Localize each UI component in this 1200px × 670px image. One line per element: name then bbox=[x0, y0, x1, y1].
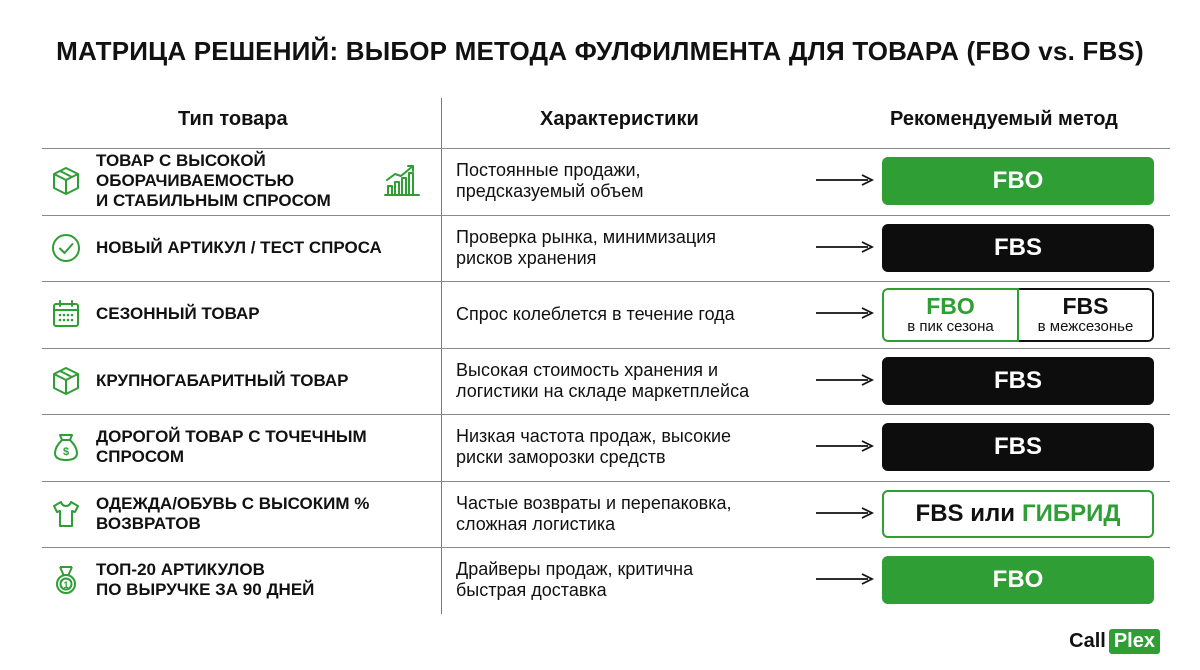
method-fbo-half bbox=[882, 288, 1019, 342]
method-badge bbox=[882, 490, 1154, 538]
logo-plex-text: Plex bbox=[1109, 629, 1160, 654]
product-type-label: ТОВАР С ВЫСОКОЙ ОБОРАЧИВАЕМОСТЬЮ И СТАБИЛЬНЫМ СПРОСОМ bbox=[96, 151, 331, 210]
table-row bbox=[0, 148, 1200, 214]
method-sublabel: в межсезонье bbox=[1037, 318, 1134, 335]
method-prefix: FBS или bbox=[915, 499, 1015, 527]
characteristics-text: Постоянные продажи, предсказуемый объем bbox=[456, 160, 644, 201]
product-type-label: ОДЕЖДА/ОБУВЬ С ВЫСОКИМ % ВОЗВРАТОВ bbox=[96, 493, 370, 533]
logo-call-text: Call bbox=[1069, 630, 1106, 652]
product-type-label: ДОРОГОЙ ТОВАР С ТОЧЕЧНЫМ СПРОСОМ bbox=[96, 427, 367, 466]
characteristics-text: Частые возвраты и перепаковка, сложная логистика bbox=[456, 492, 732, 534]
arrow-right-icon bbox=[816, 173, 876, 187]
box-icon bbox=[50, 365, 82, 397]
characteristics-text: Низкая частота продаж, высокие риски заморозки средств bbox=[456, 426, 732, 467]
method-fbs-half bbox=[1019, 288, 1154, 342]
method-badge: FBS bbox=[882, 423, 1154, 471]
page-title: МАТРИЦА РЕШЕНИЙ: ВЫБОР МЕТОДА ФУЛФИЛМЕНТА ДЛЯ ТОВАРА (FBO vs. FBS) bbox=[56, 36, 1144, 66]
svg-text:1: 1 bbox=[63, 580, 69, 590]
growth-chart-icon bbox=[382, 162, 422, 198]
header-product-type: Тип товара bbox=[178, 108, 288, 130]
method-badge: FBS bbox=[882, 224, 1154, 272]
tshirt-icon bbox=[50, 498, 82, 530]
method-label: FBS bbox=[1062, 293, 1109, 319]
check-circle-icon bbox=[50, 232, 82, 264]
money-bag-icon bbox=[50, 431, 82, 463]
svg-text:$: $ bbox=[62, 446, 70, 458]
characteristics-text: Спрос колеблется в течение года bbox=[456, 303, 735, 324]
arrow-right-icon bbox=[816, 506, 876, 520]
arrow-right-icon bbox=[816, 306, 876, 320]
callplex-logo bbox=[1069, 629, 1160, 654]
header-recommended-method: Рекомендуемый метод bbox=[890, 108, 1118, 130]
table-row bbox=[0, 281, 1200, 347]
product-type-label: КРУПНОГАБАРИТНЫЙ ТОВАР bbox=[96, 370, 349, 390]
method-label: FBO bbox=[926, 293, 975, 319]
product-type-label: СЕЗОННЫЙ ТОВАР bbox=[96, 304, 260, 323]
table-row bbox=[0, 414, 1200, 480]
table-row bbox=[0, 547, 1200, 613]
header-characteristics: Характеристики bbox=[540, 108, 699, 130]
product-type-label: НОВЫЙ АРТИКУЛ / ТЕСТ СПРОСА bbox=[96, 237, 382, 257]
method-badge: FBO bbox=[882, 556, 1154, 604]
box-icon bbox=[50, 165, 82, 197]
method-badge: FBS bbox=[882, 357, 1154, 405]
characteristics-text: Драйверы продаж, критична быстрая доставка bbox=[456, 559, 694, 600]
method-badge: FBO bbox=[882, 157, 1154, 205]
method-accent: ГИБРИД bbox=[1021, 499, 1121, 527]
table-row bbox=[0, 348, 1200, 414]
table-row bbox=[0, 215, 1200, 281]
method-badge-split bbox=[882, 288, 1154, 342]
table-header bbox=[0, 108, 1200, 142]
table-row bbox=[0, 481, 1200, 547]
medal-icon bbox=[50, 564, 82, 596]
arrow-right-icon bbox=[816, 240, 876, 254]
characteristics-text: Высокая стоимость хранения и логистики на складе маркетплейса bbox=[456, 359, 750, 401]
characteristics-text: Проверка рынка, минимизация рисков хранения bbox=[456, 226, 717, 268]
method-sublabel: в пик сезона bbox=[907, 318, 994, 335]
arrow-right-icon bbox=[816, 373, 876, 387]
product-type-label: ТОП-20 АРТИКУЛОВ ПО ВЫРУЧКЕ ЗА 90 ДНЕЙ bbox=[96, 560, 315, 599]
arrow-right-icon bbox=[816, 439, 876, 453]
calendar-icon bbox=[50, 298, 82, 330]
arrow-right-icon bbox=[816, 572, 876, 586]
